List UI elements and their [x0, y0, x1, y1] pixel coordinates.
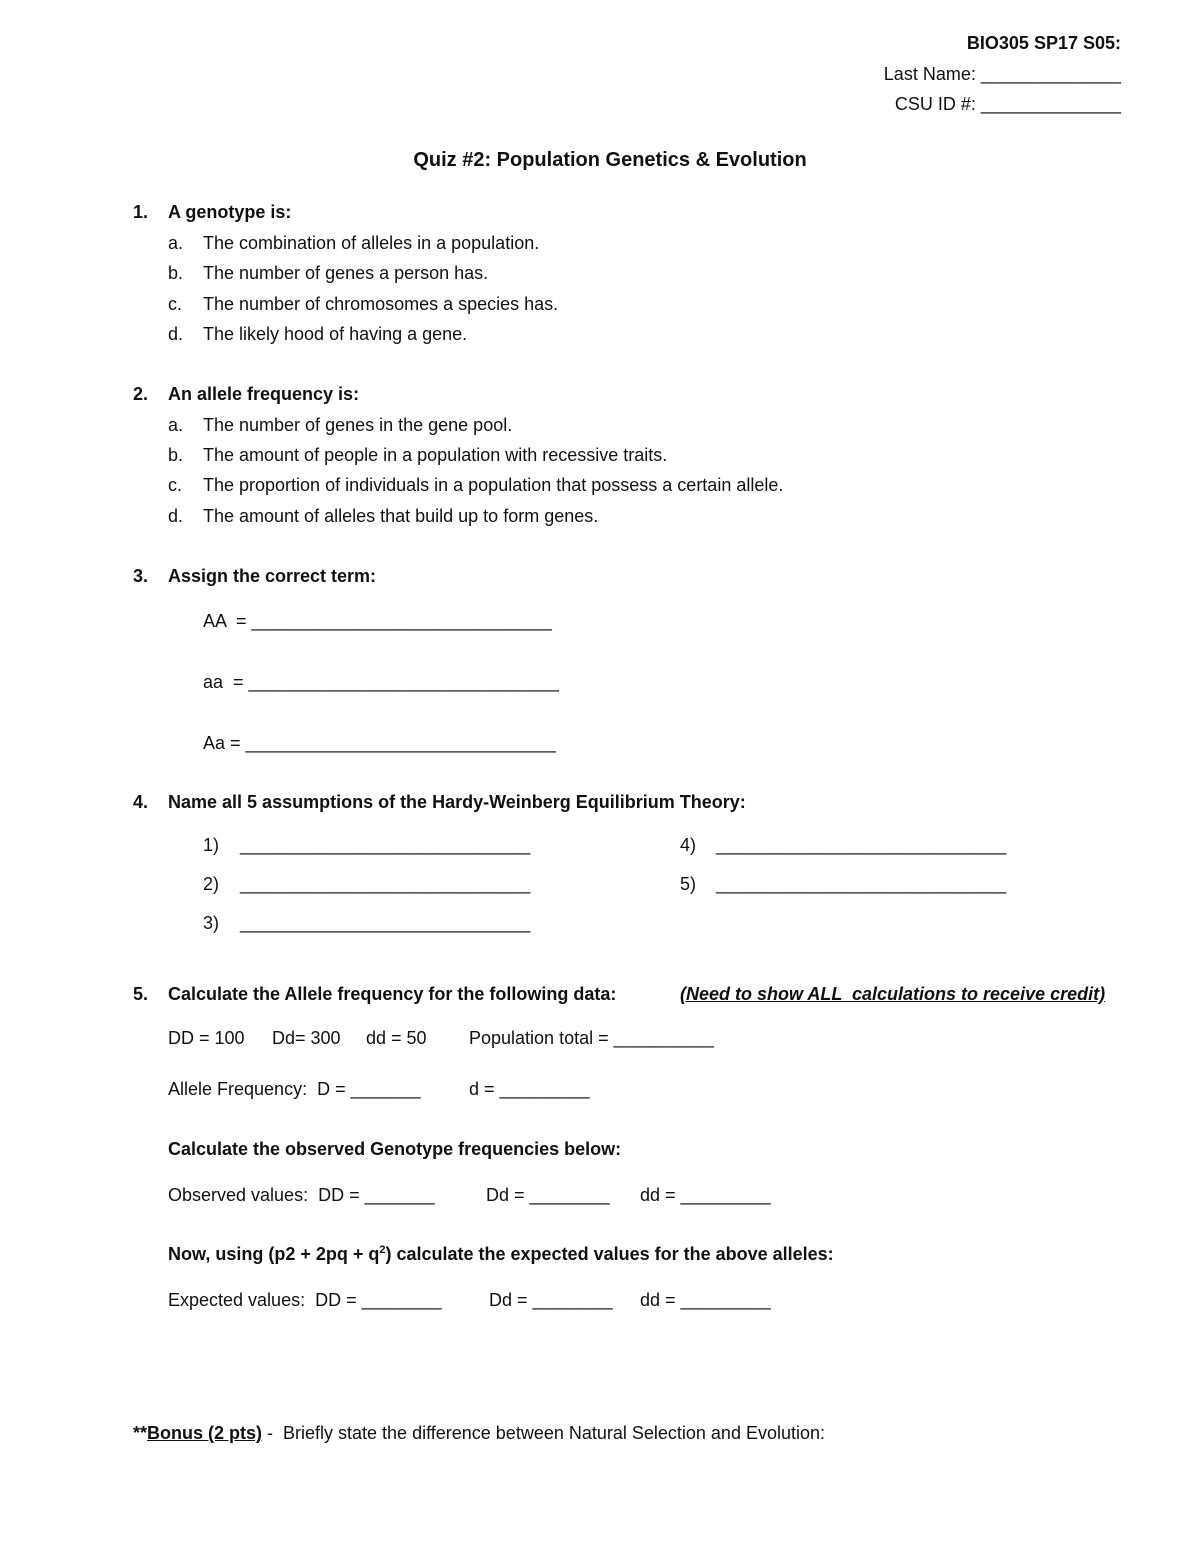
q1-option-c-letter: c.: [168, 294, 183, 314]
q2-option-c-letter: c.: [168, 475, 183, 495]
quiz-title: Quiz #2: Population Genetics & Evolution: [413, 149, 807, 171]
csu-id-field[interactable]: CSU ID #: ______________: [894, 94, 1121, 114]
q3-aa-het-line[interactable]: Aa = _______________________________: [203, 733, 556, 753]
q5-prompt: Calculate the Allele frequency for the following data:: [168, 984, 617, 1004]
q1-option-a-letter: a.: [168, 233, 184, 253]
q4-item-2-blank[interactable]: _____________________________: [240, 874, 531, 894]
q4-item-4-label: 4): [680, 835, 697, 855]
q4-item-3-blank[interactable]: _____________________________: [240, 913, 531, 933]
q5-expected-dd-field[interactable]: Expected values: DD = ________: [168, 1290, 442, 1310]
q1-option-d-letter: d.: [168, 324, 184, 344]
q3-aa-lower-line[interactable]: aa = _______________________________: [203, 672, 559, 692]
course-code: BIO305 SP17 S05:: [966, 33, 1121, 53]
q2-option-b-letter: b.: [168, 445, 184, 465]
q3-number: 3.: [133, 566, 149, 586]
q4-item-4-blank[interactable]: _____________________________: [716, 835, 1007, 855]
q1-option-b-letter: b.: [168, 263, 184, 283]
q1-option-a[interactable]: The combination of alleles in a population.: [203, 233, 540, 253]
q4-item-3-label: 3): [203, 913, 220, 933]
q5-number: 5.: [133, 984, 149, 1004]
q5-observed-dd-het-field[interactable]: Dd = ________: [486, 1185, 610, 1205]
q2-option-b[interactable]: The amount of people in a population with recessive traits.: [203, 445, 668, 465]
q2-option-a[interactable]: The number of genes in the gene pool.: [203, 415, 513, 435]
q4-item-5-blank[interactable]: _____________________________: [716, 874, 1007, 894]
q1-option-d[interactable]: The likely hood of having a gene.: [203, 324, 468, 344]
q5-dd-homozygous-recessive: dd = 50: [366, 1028, 427, 1048]
q5-observed-dd-rec-field[interactable]: dd = _________: [640, 1185, 771, 1205]
q2-option-c[interactable]: The proportion of individuals in a population that possess a certain allele.: [203, 475, 784, 495]
q1-prompt: A genotype is:: [168, 202, 292, 222]
q5-allele-d-upper-field[interactable]: Allele Frequency: D = _______: [168, 1079, 421, 1099]
q4-item-1-label: 1): [203, 835, 220, 855]
q2-option-d[interactable]: The amount of alleles that build up to form genes.: [203, 506, 599, 526]
q2-prompt: An allele frequency is:: [168, 384, 360, 404]
q5-expected-heading-pre: Now, using (p2 + 2pq + q: [168, 1244, 380, 1264]
q2-option-a-letter: a.: [168, 415, 184, 435]
q3-prompt: Assign the correct term:: [168, 566, 377, 586]
q1-option-b[interactable]: The number of genes a person has.: [203, 263, 489, 283]
q5-dd-heterozygous: Dd= 300: [272, 1028, 341, 1048]
q4-number: 4.: [133, 792, 149, 812]
q5-expected-dd-rec-field[interactable]: dd = _________: [640, 1290, 771, 1310]
last-name-field[interactable]: Last Name: ______________: [883, 64, 1121, 84]
q5-expected-heading: [168, 1245, 834, 1263]
bonus-stars: **: [133, 1423, 148, 1443]
q5-allele-d-lower-field[interactable]: d = _________: [469, 1079, 590, 1099]
q4-item-1-blank[interactable]: _____________________________: [240, 835, 531, 855]
q5-credit-note: (Need to show ALL calculations to receive credit): [680, 984, 1106, 1004]
q2-number: 2.: [133, 384, 149, 404]
q5-observed-heading: Calculate the observed Genotype frequencies below:: [168, 1139, 622, 1159]
q2-option-d-letter: d.: [168, 506, 184, 526]
bonus-question: [133, 1424, 825, 1442]
q3-aa-upper-line[interactable]: AA = ______________________________: [203, 611, 552, 631]
q1-option-c[interactable]: The number of chromosomes a species has.: [203, 294, 559, 314]
q5-expected-heading-sup: 2: [379, 1244, 386, 1256]
q1-number: 1.: [133, 202, 149, 222]
bonus-label: Bonus (2 pts): [147, 1423, 263, 1443]
q4-item-2-label: 2): [203, 874, 220, 894]
q5-dd-homozygous-dominant: DD = 100: [168, 1028, 245, 1048]
bonus-text: - Briefly state the difference between Natural Selection and Evolution:: [262, 1423, 826, 1443]
q4-prompt: Name all 5 assumptions of the Hardy-Weinberg Equilibrium Theory:: [168, 792, 746, 812]
q4-item-5-label: 5): [680, 874, 697, 894]
q5-expected-heading-post: ) calculate the expected values for the above alleles:: [385, 1244, 834, 1264]
q5-population-total-field[interactable]: Population total = __________: [469, 1028, 714, 1048]
q5-expected-dd-het-field[interactable]: Dd = ________: [489, 1290, 613, 1310]
q5-observed-dd-field[interactable]: Observed values: DD = _______: [168, 1185, 435, 1205]
